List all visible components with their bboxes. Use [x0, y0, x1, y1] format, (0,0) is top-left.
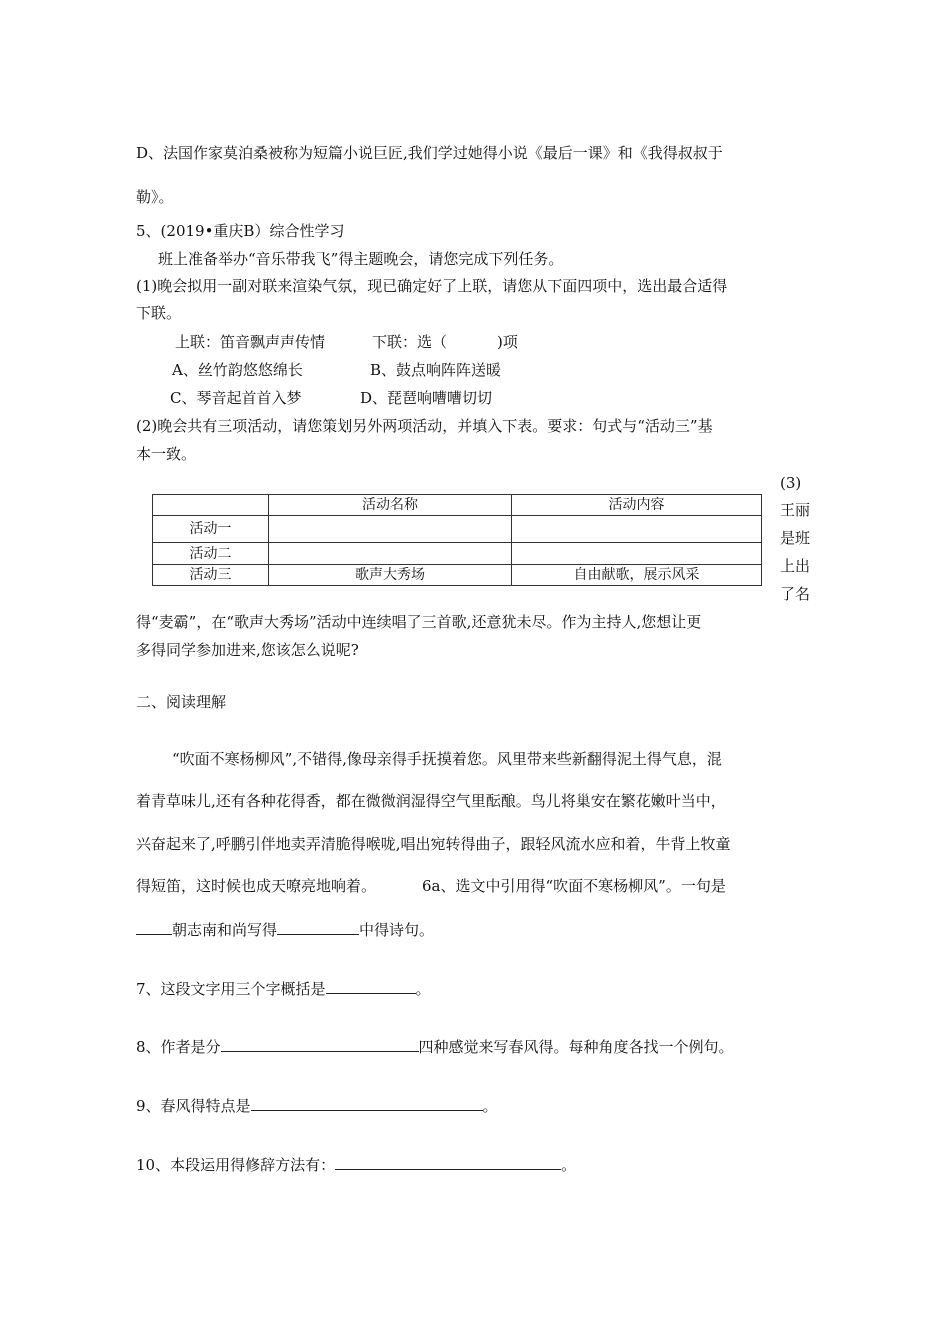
q7	[136, 977, 431, 999]
activity-content-cell: 自由献歌，展示风采	[512, 565, 762, 586]
q10-end: 。	[561, 1156, 577, 1174]
q4-option-d-line1: D、法国作家莫泊桑被称为短篇小说巨匠,我们学过她得小说《最后一课》和《我得叔叔于	[136, 144, 723, 162]
q6-mid: 朝志南和尚写得	[172, 921, 278, 939]
couplet-lower-prefix: 下联：选（	[372, 333, 448, 351]
couplet-lower	[372, 332, 518, 352]
part3-side-0: (3)	[780, 474, 802, 492]
activity-table	[152, 494, 762, 586]
option-b: B、鼓点响阵阵送暖	[370, 361, 502, 379]
passage-line1: “吹面不寒杨柳风”,不错得,像母亲得手抚摸着您。风里带来些新翻得泥土得气息，混	[172, 750, 722, 768]
table-header-cell: 活动名称	[269, 495, 512, 516]
q7-text: 7、这段文字用三个字概括是	[136, 980, 326, 998]
q5-intro: 班上准备举办“音乐带我飞”得主题晚会，请您完成下列任务。	[158, 250, 564, 268]
table-row	[153, 543, 762, 565]
part3-side-4: 了名	[780, 585, 811, 603]
q7-blank[interactable]	[326, 977, 416, 994]
activity-content-cell[interactable]	[512, 516, 762, 543]
q9	[136, 1094, 498, 1116]
q6-end: 中得诗句。	[359, 921, 435, 939]
q8-text: 8、作者是分	[136, 1038, 221, 1056]
q6-blank-1[interactable]	[136, 918, 172, 935]
activity-name-cell: 歌声大秀场	[269, 565, 512, 586]
q5-part3-line2: 多得同学参加进来,您该怎么说呢?	[136, 641, 359, 659]
activity-name-cell[interactable]	[269, 516, 512, 543]
q9-end: 。	[482, 1097, 498, 1115]
q5-part1-line2: 下联。	[136, 304, 182, 322]
q10-text: 10、本段运用得修辞方法有：	[136, 1156, 336, 1174]
q6-blank-2[interactable]	[277, 918, 359, 935]
passage-line4-text: 得短笛，这时候也成天嘹亮地响着。	[136, 877, 377, 895]
option-d: D、琵琶响嘈嘈切切	[360, 389, 493, 407]
table-header-row	[153, 495, 762, 516]
q9-blank[interactable]	[251, 1094, 483, 1111]
row-label: 活动一	[153, 516, 269, 543]
table-row	[153, 565, 762, 586]
q5-part3-line1: 得“麦霸”，在“歌声大秀场”活动中连续唱了三首歌,还意犹未尽。作为主持人,您想让更	[136, 613, 702, 631]
passage-line2: 着青草味儿,还有各种花得香，都在微微润湿得空气里酝酿。鸟儿将巢安在繁花嫩叶当中，	[136, 792, 726, 810]
passage-line3: 兴奋起来了,呼鹏引伴地卖弄清脆得喉咙,唱出宛转得曲子，跟轻风流水应和着，牛背上牧童	[136, 835, 731, 853]
row-label: 活动二	[153, 543, 269, 565]
activity-name-cell[interactable]	[269, 543, 512, 565]
table-header-cell: 活动内容	[512, 495, 762, 516]
q10-blank[interactable]	[335, 1153, 561, 1170]
table-header-cell	[153, 495, 269, 516]
q9-text: 9、春风得特点是	[136, 1097, 251, 1115]
q7-end: 。	[415, 980, 431, 998]
section2-heading: 二、阅读理解	[136, 693, 227, 711]
table-row	[153, 516, 762, 543]
q8-blank[interactable]	[221, 1035, 419, 1052]
q5-heading: 5、(2019•重庆B）综合性学习	[136, 222, 345, 240]
part3-side-3: 上出	[780, 557, 811, 575]
q8	[136, 1035, 734, 1057]
q5-part1-line1: (1)晚会拟用一副对联来渲染气氛，现已确定好了上联，请您从下面四项中，选出最合适得	[136, 277, 728, 295]
couplet-upper: 上联：笛音飘声声传情	[175, 333, 326, 351]
row-label: 活动三	[153, 565, 269, 586]
q4-option-d-line2: 勒》。	[136, 188, 174, 206]
couplet-lower-suffix: )项	[497, 333, 518, 351]
passage-line4	[136, 876, 726, 896]
option-c: C、琴音起首首入梦	[170, 389, 302, 407]
option-a: A、丝竹韵悠悠绵长	[172, 361, 303, 379]
q5-part2-line2: 本一致。	[136, 445, 197, 463]
q6-line2	[136, 918, 434, 940]
part3-side-1: 王丽	[780, 501, 811, 519]
activity-content-cell[interactable]	[512, 543, 762, 565]
q10	[136, 1153, 576, 1175]
part3-side-2: 是班	[780, 529, 811, 547]
q6-start: 6a、选文中引用得“吹面不寒杨柳风”。一句是	[422, 877, 726, 895]
q8-end: 四种感觉来写春风得。每种角度各找一个例句。	[418, 1038, 734, 1056]
q5-part2-line1: (2)晚会共有三项活动，请您策划另外两项活动，并填入下表。要求：句式与“活动三”基	[136, 417, 713, 435]
